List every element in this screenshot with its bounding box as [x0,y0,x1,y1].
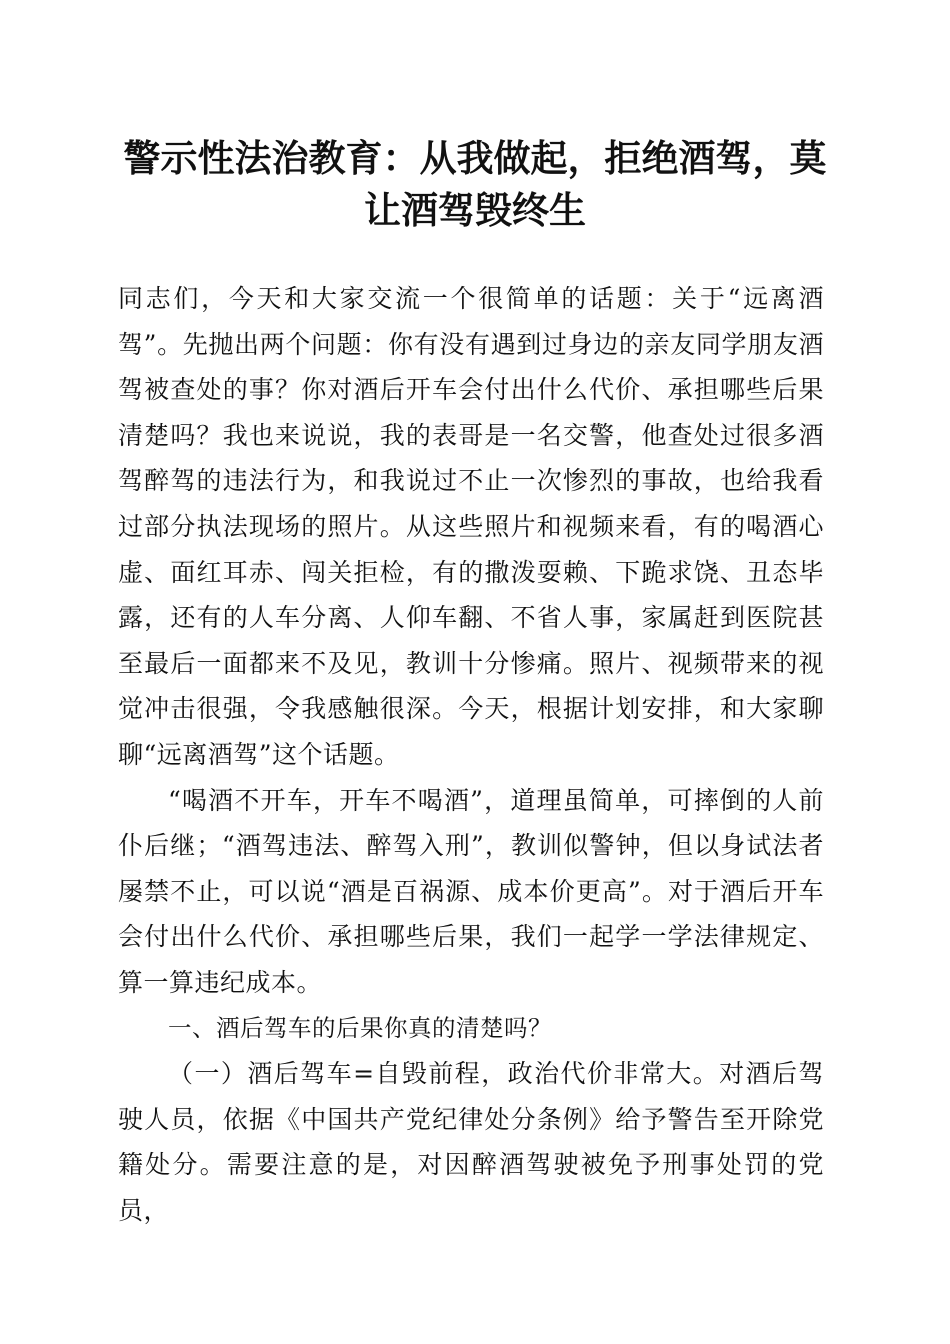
document-body [118,276,824,1233]
paragraph-political-cost: （一）酒后驾车=自毁前程，政治代价非常大。对酒后驾驶人员，依据《中国共产党纪律处分条例》给予警告至开除党籍处分。需要注意的是，对因醉酒驾驶被免予刑事处罚的党员， [118,1059,824,1225]
paragraph-drink-drive-saying: “喝酒不开车，开车不喝酒”，道理虽简单，可摔倒的人前仆后继；“酒驾违法、醉驾入刑”，教训似警钟，但以身试法者屡禁不止，可以说“酒是百祸源、成本价更高”。对于酒后开车会付出什么代价、承担哪些后果，我们一起学一学法律规定、算一算违纪成本。 [118,785,824,997]
section-heading: 一、酒后驾车的后果你真的清楚吗？ [168,1013,552,1042]
document-title: 警示性法治教育：从我做起，拒绝酒驾，莫让酒驾毁终生 [123,136,827,232]
paragraph-intro: 同志们，今天和大家交流一个很简单的话题：关于“远离酒驾”。先抛出两个问题：你有没有遇到过身边的亲友同学朋友酒驾被查处的事？你对酒后开车会付出什么代价、承担哪些后果清楚吗？我也来说说，我的表哥是一名交警，他查处过很多酒驾醉驾的违法行为，和我说过不止一次惨烈的事故，也给我看过部分执法现场的照片。从这些照片和视频来看，有的喝酒心虚、面红耳赤、闯关拒检，有的撒泼耍赖、下跪求饶、丑态毕露，还有的人车分离、人仰车翻、不省人事，家属赶到医院甚至最后一面都来不及见，教训十分惨痛。照片、视频带来的视觉冲击很强，令我感触很深。今天，根据计划安排，和大家聊聊“远离酒驾”这个话题。 [118,284,824,769]
